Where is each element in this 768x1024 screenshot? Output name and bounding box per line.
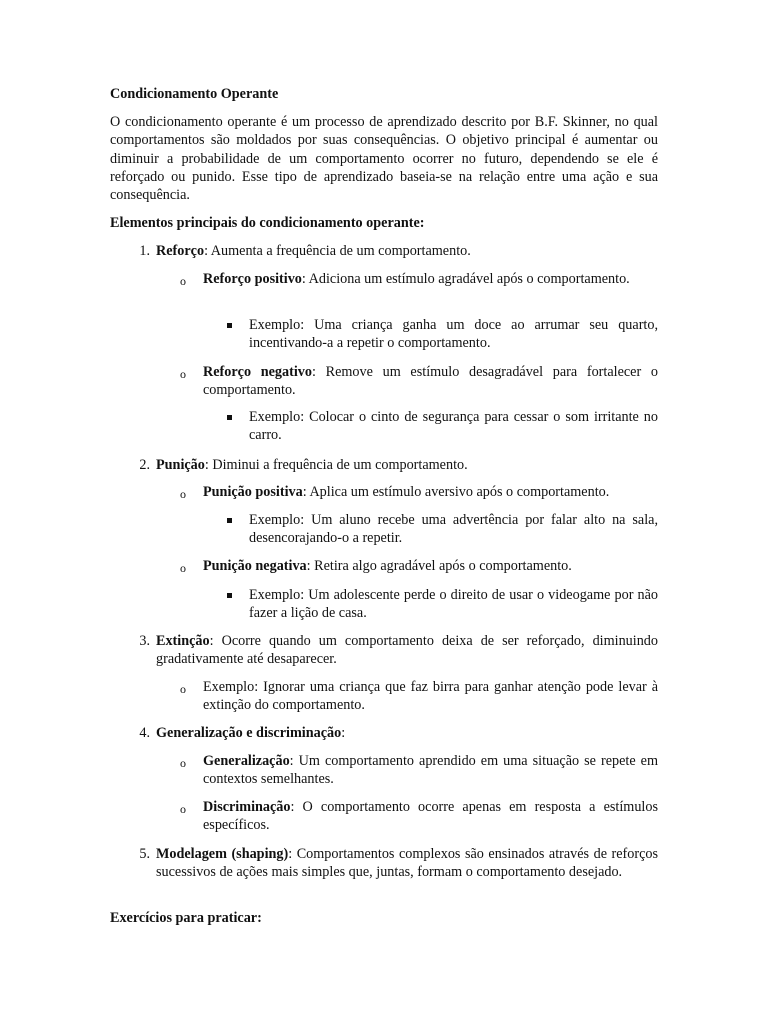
list-item-generalizacao-discriminacao — [156, 724, 658, 742]
subitem-text: : Remove um estímulo desagradável para fortalecer o comportamento. — [203, 364, 658, 399]
circle-bullet: o — [180, 802, 186, 816]
square-bullet — [227, 593, 232, 598]
exercises-heading: Exercícios para praticar: — [110, 910, 262, 926]
subitem-term: Reforço positivo — [203, 271, 302, 287]
circle-bullet: o — [180, 487, 186, 501]
subitem-term: Reforço negativo — [203, 364, 312, 380]
subitem-generalizacao — [203, 752, 658, 789]
subitem-term: Discriminação — [203, 799, 291, 815]
square-bullet — [227, 323, 232, 328]
square-bullet — [227, 415, 232, 420]
subitem-punicao-positiva — [203, 483, 658, 501]
example-punicao-negativa: Exemplo: Um adolescente perde o direito de usar o videogame por não fazer a lição de casa. — [249, 587, 658, 622]
item-term: Modelagem (shaping) — [156, 846, 289, 862]
circle-bullet: o — [180, 561, 186, 575]
subitem-text: : Adiciona um estímulo agradável após o comportamento. — [301, 271, 630, 287]
subitem-term: Punição positiva — [203, 484, 303, 500]
item-text: : Comportamentos complexos são ensinados através de reforços sucessivos de ações mais simples que, juntas, formam o comportamento desejado. — [156, 846, 659, 881]
subitem-punicao-negativa — [203, 557, 658, 575]
example-punicao-positiva: Exemplo: Um aluno recebe uma advertência por falar alto na sala, desencorajando-o a repetir. — [249, 512, 658, 547]
circle-bullet: o — [180, 756, 186, 770]
example-reforco-positivo: Exemplo: Uma criança ganha um doce ao arrumar seu quarto, incentivando-a a repetir o comportamento. — [249, 317, 658, 352]
item-term: Reforço — [156, 243, 205, 259]
subitem-extincao-exemplo: Exemplo: Ignorar uma criança que faz birra para ganhar atenção pode levar à extinção do comportamento. — [203, 679, 658, 714]
item-number: 4. — [139, 725, 150, 741]
item-number: 2. — [139, 457, 150, 473]
subitem-text: : Aplica um estímulo aversivo após o comportamento. — [302, 484, 610, 500]
item-text: : Aumenta a frequência de um comportamento. — [204, 243, 471, 259]
list-item-extincao — [156, 632, 658, 669]
subitem-text: : Retira algo agradável após o comportamento. — [306, 558, 572, 574]
subitem-term: Generalização — [203, 753, 290, 769]
circle-bullet: o — [180, 367, 186, 381]
subitem-term: Punição negativa — [203, 558, 307, 574]
document-title: Condicionamento Operante — [110, 86, 279, 102]
subitem-discriminacao — [203, 798, 658, 835]
subitem-text: : Um comportamento aprendido em uma situação se repete em contextos semelhantes. — [203, 753, 658, 788]
item-number: 3. — [139, 633, 150, 649]
item-text: : Diminui a frequência de um comportamento. — [204, 457, 468, 473]
item-term: Extinção — [156, 633, 210, 649]
item-text: : — [341, 725, 346, 741]
item-term: Punição — [156, 457, 205, 473]
list-item-modelagem — [156, 845, 658, 882]
item-number: 5. — [139, 846, 150, 862]
example-reforco-negativo: Exemplo: Colocar o cinto de segurança para cessar o som irritante no carro. — [249, 409, 658, 444]
square-bullet — [227, 518, 232, 523]
circle-bullet: o — [180, 274, 186, 288]
item-term: Generalização e discriminação — [156, 725, 342, 741]
item-number: 1. — [139, 243, 150, 259]
item-text: : Ocorre quando um comportamento deixa de ser reforçado, diminuindo gradativamente até desaparecer. — [156, 633, 658, 668]
elements-heading: Elementos principais do condicionamento operante: — [110, 215, 425, 231]
list-item-reforco — [156, 242, 658, 260]
subitem-reforco-positivo — [203, 270, 658, 288]
list-item-punicao — [156, 456, 658, 474]
subitem-reforco-negativo — [203, 363, 658, 400]
subitem-text: : O comportamento ocorre apenas em resposta a estímulos específicos. — [203, 799, 658, 834]
intro-paragraph: O condicionamento operante é um processo de aprendizado descrito por B.F. Skinner, no qual comportamentos são moldados por suas consequências. O objetivo principal é aumentar ou diminuir a probabilidade de um comportamento ocorrer no futuro, dependendo se ele é reforçado ou punido. Esse tipo de aprendizado baseia-se na relação entre uma ação e sua consequência. — [110, 114, 658, 204]
circle-bullet: o — [180, 682, 186, 696]
